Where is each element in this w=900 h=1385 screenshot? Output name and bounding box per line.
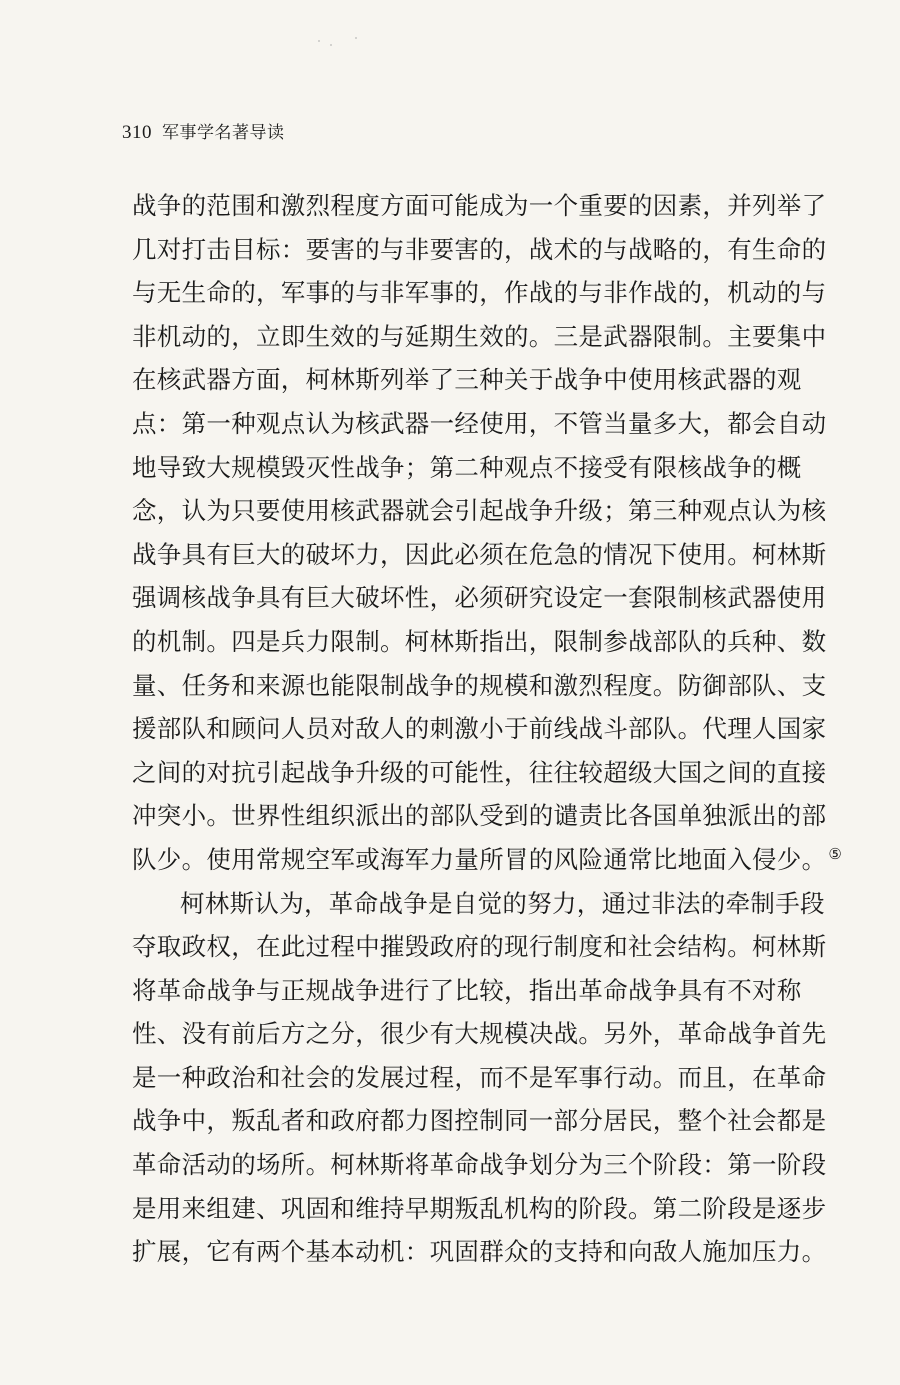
text-line (132, 228, 827, 272)
line-text: 在核武器方面，柯林斯列举了三种关于战争中使用核武器的观 (132, 365, 802, 395)
text-line (132, 1099, 827, 1143)
line-text: 点：第一种观点认为核武器一经使用，不管当量多大，都会自动 (132, 408, 827, 438)
text-line (132, 1230, 827, 1274)
line-text: 是用来组建、巩固和维持早期叛乱机构的阶段。第二阶段是逐步 (132, 1193, 827, 1223)
text-line (132, 576, 827, 620)
line-text: 地导致大规模毁灭性战争；第二种观点不接受有限核战争的概 (132, 452, 802, 482)
text-line (132, 358, 802, 402)
text-line (132, 402, 827, 446)
running-header (122, 118, 285, 144)
text-line (132, 489, 827, 533)
book-title: 军事学名著导读 (162, 123, 285, 143)
line-text: 革命活动的场所。柯林斯将革命战争划分为三个阶段：第一阶段 (132, 1150, 827, 1180)
body-text (132, 184, 843, 1274)
footnote-reference[interactable]: ⑤ (828, 844, 843, 863)
paragraph (132, 882, 827, 1274)
text-line (132, 315, 827, 359)
line-text: 强调核战争具有巨大破坏性，必须研究设定一套限制核武器使用 (132, 583, 827, 613)
text-line (132, 533, 827, 577)
text-line (132, 664, 827, 708)
paragraph (132, 184, 843, 882)
line-text: 援部队和顾问人员对敌人的刺激小于前线战斗部队。代理人国家 (132, 714, 827, 744)
text-line (132, 446, 802, 490)
line-text: 冲突小。世界性组织派出的部队受到的谴责比各国单独派出的部 (132, 801, 827, 831)
text-line (132, 620, 827, 664)
paper-speck (355, 37, 357, 39)
text-line (132, 1187, 827, 1231)
text-line (132, 1143, 827, 1187)
line-text: 之间的对抗引起战争升级的可能性，往往较超级大国之间的直接 (132, 757, 827, 787)
line-text: 队少。使用常规空军或海军力量所冒的风险通常比地面入侵少。 (132, 844, 827, 874)
paper-speck (330, 44, 332, 46)
page-number: 310 (122, 122, 152, 143)
text-line (132, 707, 827, 751)
line-text: 非机动的，立即生效的与延期生效的。三是武器限制。主要集中 (132, 321, 827, 351)
text-line (132, 1012, 827, 1056)
line-text: 扩展，它有两个基本动机：巩固群众的支持和向敌人施加压力。 (132, 1237, 827, 1267)
text-line (132, 838, 843, 882)
line-text: 念，认为只要使用核武器就会引起战争升级；第三种观点认为核 (132, 496, 827, 526)
text-line (132, 1056, 827, 1100)
line-text: 是一种政治和社会的发展过程，而不是军事行动。而且，在革命 (132, 1062, 827, 1092)
line-text: 柯林斯认为，革命战争是自觉的努力，通过非法的牵制手段 (180, 888, 825, 918)
line-text: 性、没有前后方之分，很少有大规模决战。另外，革命战争首先 (132, 1019, 827, 1049)
line-text: 的机制。四是兵力限制。柯林斯指出，限制参战部队的兵种、数 (132, 626, 827, 656)
text-line (132, 751, 827, 795)
text-line (132, 184, 827, 228)
line-text: 战争中，叛乱者和政府都力图控制同一部分居民，整个社会都是 (132, 1106, 827, 1136)
paper-speck (318, 40, 320, 42)
line-text: 几对打击目标：要害的与非要害的，战术的与战略的，有生命的 (132, 234, 827, 264)
line-text: 量、任务和来源也能限制战争的规模和激烈程度。防御部队、支 (132, 670, 827, 700)
line-text: 战争的范围和激烈程度方面可能成为一个重要的因素，并列举了 (132, 191, 827, 220)
line-text: 与无生命的，军事的与非军事的，作战的与非作战的，机动的与 (132, 278, 827, 308)
text-line (132, 271, 827, 315)
line-text: 战争具有巨大的破坏力，因此必须在危急的情况下使用。柯林斯 (132, 539, 827, 569)
text-line (132, 969, 802, 1013)
text-line (132, 882, 825, 926)
text-line (132, 925, 827, 969)
line-text: 夺取政权，在此过程中摧毁政府的现行制度和社会结构。柯林斯 (132, 932, 827, 962)
line-text: 将革命战争与正规战争进行了比较，指出革命战争具有不对称 (132, 975, 802, 1005)
text-line (132, 794, 827, 838)
